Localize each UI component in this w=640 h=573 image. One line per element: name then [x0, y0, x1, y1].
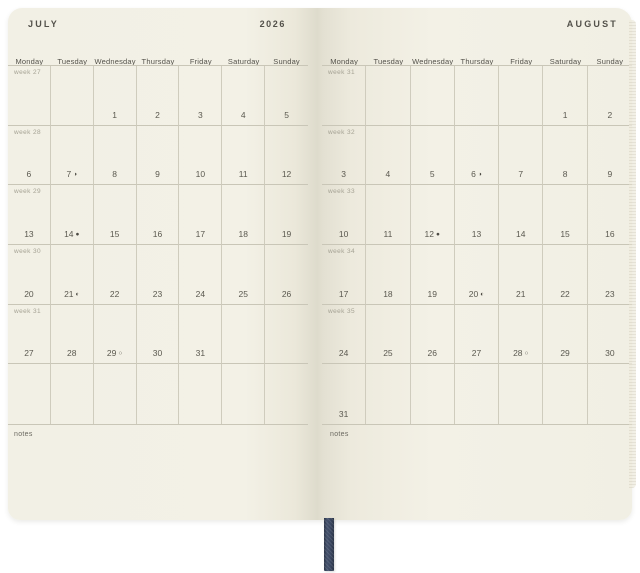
date-number: 1: [112, 109, 117, 120]
day-cell: [8, 364, 51, 424]
date-number: 31: [195, 348, 206, 359]
date-number: 27: [471, 348, 482, 359]
day-cell: [455, 305, 499, 365]
day-cell: [137, 245, 180, 305]
calendar-grid-july: [8, 65, 308, 425]
date-number: 16: [605, 229, 615, 239]
week-label: week 32: [328, 128, 356, 136]
date-number: 10: [195, 169, 206, 180]
date-number: 24: [195, 288, 206, 299]
date-number: 20: [24, 288, 34, 299]
day-cell: [265, 364, 308, 424]
moon-phase-icon: ○: [118, 350, 123, 358]
year-label: 2026: [259, 19, 286, 29]
week-label: week 27: [14, 69, 42, 76]
day-cell: [588, 245, 632, 305]
day-cell: [8, 305, 51, 365]
date-number: 21 ◐: [64, 288, 80, 299]
day-cell: [8, 185, 51, 245]
day-cell: [94, 245, 137, 305]
day-cell: [366, 66, 410, 126]
day-cell: [411, 364, 455, 424]
moon-phase-icon: ◐: [75, 290, 80, 298]
open-planner: [8, 8, 632, 520]
day-cell: [222, 126, 265, 186]
day-cell: [588, 185, 632, 245]
day-cell: [94, 185, 137, 245]
day-cell: [543, 66, 587, 126]
day-cell: [543, 305, 587, 365]
week-label: week 29: [14, 188, 42, 196]
day-cell: [94, 305, 137, 365]
day-cell: [322, 66, 366, 126]
date-number: 14 ●: [64, 229, 80, 239]
day-cell: [137, 66, 180, 126]
date-number: 15: [109, 229, 120, 239]
day-cell: [499, 305, 543, 365]
day-header: Tuesday: [57, 57, 88, 66]
day-headers-july: [8, 52, 308, 66]
day-cell: [366, 305, 410, 365]
day-cell: [222, 245, 265, 305]
date-number: 5: [284, 109, 289, 120]
day-cell: [222, 185, 265, 245]
day-cell: [499, 126, 543, 186]
date-number: 12: [281, 169, 292, 180]
date-number: 5: [429, 169, 435, 180]
notes-label-july: notes: [14, 431, 33, 438]
day-cell: [179, 364, 222, 424]
date-number: 13: [471, 229, 482, 239]
day-cell: [51, 245, 94, 305]
day-cell: [322, 364, 366, 424]
date-number: 1: [562, 109, 568, 120]
date-number: 11: [238, 169, 248, 180]
day-cell: [322, 185, 366, 245]
date-number: 31: [338, 409, 349, 419]
day-cell: [137, 364, 180, 424]
day-header: Saturday: [227, 57, 260, 66]
day-cell: [366, 245, 410, 305]
date-number: 24: [338, 348, 349, 359]
date-number: 9: [607, 169, 613, 180]
day-cell: [222, 364, 265, 424]
day-cell: [51, 305, 94, 365]
date-number: 19: [427, 288, 437, 299]
day-cell: [179, 66, 222, 126]
moon-phase-icon: ◑: [73, 171, 78, 179]
day-header: Sunday: [596, 57, 624, 66]
day-cell: [411, 66, 455, 126]
day-header: Friday: [189, 57, 212, 66]
day-cell: [179, 245, 222, 305]
date-number: 29: [560, 348, 570, 359]
day-cell: [51, 364, 94, 424]
day-cell: [588, 126, 632, 186]
day-cell: [137, 305, 180, 365]
date-number: 8: [112, 169, 117, 180]
day-cell: [8, 245, 51, 305]
page-july: [8, 8, 310, 520]
date-number: 16: [152, 229, 163, 239]
day-cell: [137, 126, 180, 186]
month-title-july: JULY: [28, 19, 59, 29]
week-label: week 28: [14, 128, 42, 136]
week-label: week 31: [328, 69, 356, 76]
month-title-august: AUGUST: [566, 19, 618, 29]
date-number: 6: [26, 169, 32, 180]
day-cell: [265, 66, 308, 126]
date-number: 2: [155, 109, 160, 120]
day-cell: [499, 185, 543, 245]
july-header: [8, 19, 310, 29]
day-cell: [543, 364, 587, 424]
day-cell: [265, 126, 308, 186]
week-label: week 35: [328, 307, 356, 315]
day-header: Tuesday: [373, 57, 404, 66]
day-cell: [322, 126, 366, 186]
date-number: 9: [155, 169, 160, 180]
date-number: 30: [605, 348, 615, 359]
moon-phase-icon: ○: [524, 350, 529, 358]
day-cell: [499, 364, 543, 424]
date-number: 18: [238, 229, 248, 239]
date-number: 22: [560, 288, 570, 299]
moon-phase-icon: ◐: [480, 290, 485, 298]
week-label: week 34: [328, 248, 356, 255]
day-cell: [222, 305, 265, 365]
date-number: 20 ◐: [468, 288, 485, 299]
day-header: Saturday: [549, 57, 582, 66]
moon-phase-icon: ◑: [477, 171, 482, 179]
day-cell: [588, 305, 632, 365]
day-cell: [499, 66, 543, 126]
day-header: Wednesday: [412, 57, 454, 66]
page-edge-stack: [629, 20, 636, 488]
date-number: 4: [385, 169, 391, 180]
day-header: Wednesday: [94, 57, 136, 66]
day-header: Thursday: [141, 57, 175, 66]
day-header: Thursday: [460, 57, 494, 66]
date-number: 12 ●: [424, 229, 440, 239]
date-number: 7: [518, 169, 524, 180]
day-cell: [265, 305, 308, 365]
day-cell: [455, 126, 499, 186]
day-cell: [94, 126, 137, 186]
date-number: 25: [238, 288, 248, 299]
date-number: 27: [24, 348, 34, 359]
calendar-grid-august: [322, 65, 632, 425]
date-number: 18: [383, 288, 393, 299]
day-cell: [455, 66, 499, 126]
day-cell: [322, 245, 366, 305]
date-number: 7 ◑: [66, 169, 78, 180]
day-cell: [8, 126, 51, 186]
date-number: 28: [67, 348, 77, 359]
date-number: 23: [152, 288, 163, 299]
day-cell: [179, 126, 222, 186]
week-label: week 31: [14, 307, 42, 315]
date-number: 30: [152, 348, 163, 359]
date-number: 22: [109, 288, 120, 299]
day-cell: [411, 245, 455, 305]
day-header: Monday: [330, 57, 359, 66]
day-cell: [411, 305, 455, 365]
day-cell: [51, 185, 94, 245]
day-cell: [543, 245, 587, 305]
date-number: 2: [607, 109, 613, 120]
date-number: 26: [427, 348, 437, 359]
date-number: 17: [338, 288, 349, 299]
day-cell: [265, 185, 308, 245]
notes-label-august: notes: [330, 431, 349, 438]
day-cell: [179, 185, 222, 245]
day-cell: [411, 185, 455, 245]
date-number: 17: [195, 229, 206, 239]
page-august: [314, 8, 632, 520]
date-number: 14: [516, 229, 526, 239]
day-cell: [366, 185, 410, 245]
day-cell: [322, 305, 366, 365]
day-cell: [265, 245, 308, 305]
moon-phase-icon: ●: [435, 231, 440, 238]
day-cell: [499, 245, 543, 305]
date-number: 3: [341, 169, 346, 180]
date-number: 21: [516, 288, 526, 299]
date-number: 15: [560, 229, 570, 239]
day-cell: [222, 66, 265, 126]
date-number: 19: [281, 229, 292, 239]
date-number: 3: [197, 109, 203, 120]
date-number: 25: [383, 348, 393, 359]
day-cell: [588, 364, 632, 424]
week-label: week 30: [14, 248, 42, 255]
moon-phase-icon: ●: [75, 231, 80, 238]
date-number: 11: [383, 229, 393, 239]
day-cell: [137, 185, 180, 245]
date-number: 13: [24, 229, 34, 239]
week-label: week 33: [328, 188, 356, 196]
day-cell: [94, 66, 137, 126]
day-cell: [455, 364, 499, 424]
day-cell: [366, 126, 410, 186]
day-header: Friday: [510, 57, 533, 66]
day-header: Monday: [15, 57, 44, 66]
day-cell: [588, 66, 632, 126]
day-cell: [411, 126, 455, 186]
date-number: 4: [240, 109, 246, 120]
date-number: 26: [281, 288, 292, 299]
date-number: 23: [605, 288, 615, 299]
date-number: 29 ○: [106, 348, 123, 359]
day-header: Sunday: [273, 57, 300, 66]
day-cell: [543, 185, 587, 245]
day-cell: [51, 126, 94, 186]
bookmark-ribbon-icon: [324, 518, 334, 571]
day-cell: [51, 66, 94, 126]
day-cell: [179, 305, 222, 365]
day-cell: [366, 364, 410, 424]
day-cell: [8, 66, 51, 126]
day-cell: [94, 364, 137, 424]
date-number: 6 ◑: [471, 169, 482, 180]
day-cell: [455, 185, 499, 245]
day-cell: [455, 245, 499, 305]
day-headers-august: [322, 52, 632, 66]
august-header: [314, 19, 632, 29]
day-cell: [543, 126, 587, 186]
date-number: 10: [338, 229, 349, 239]
date-number: 28 ○: [513, 348, 529, 359]
date-number: 8: [562, 169, 568, 180]
